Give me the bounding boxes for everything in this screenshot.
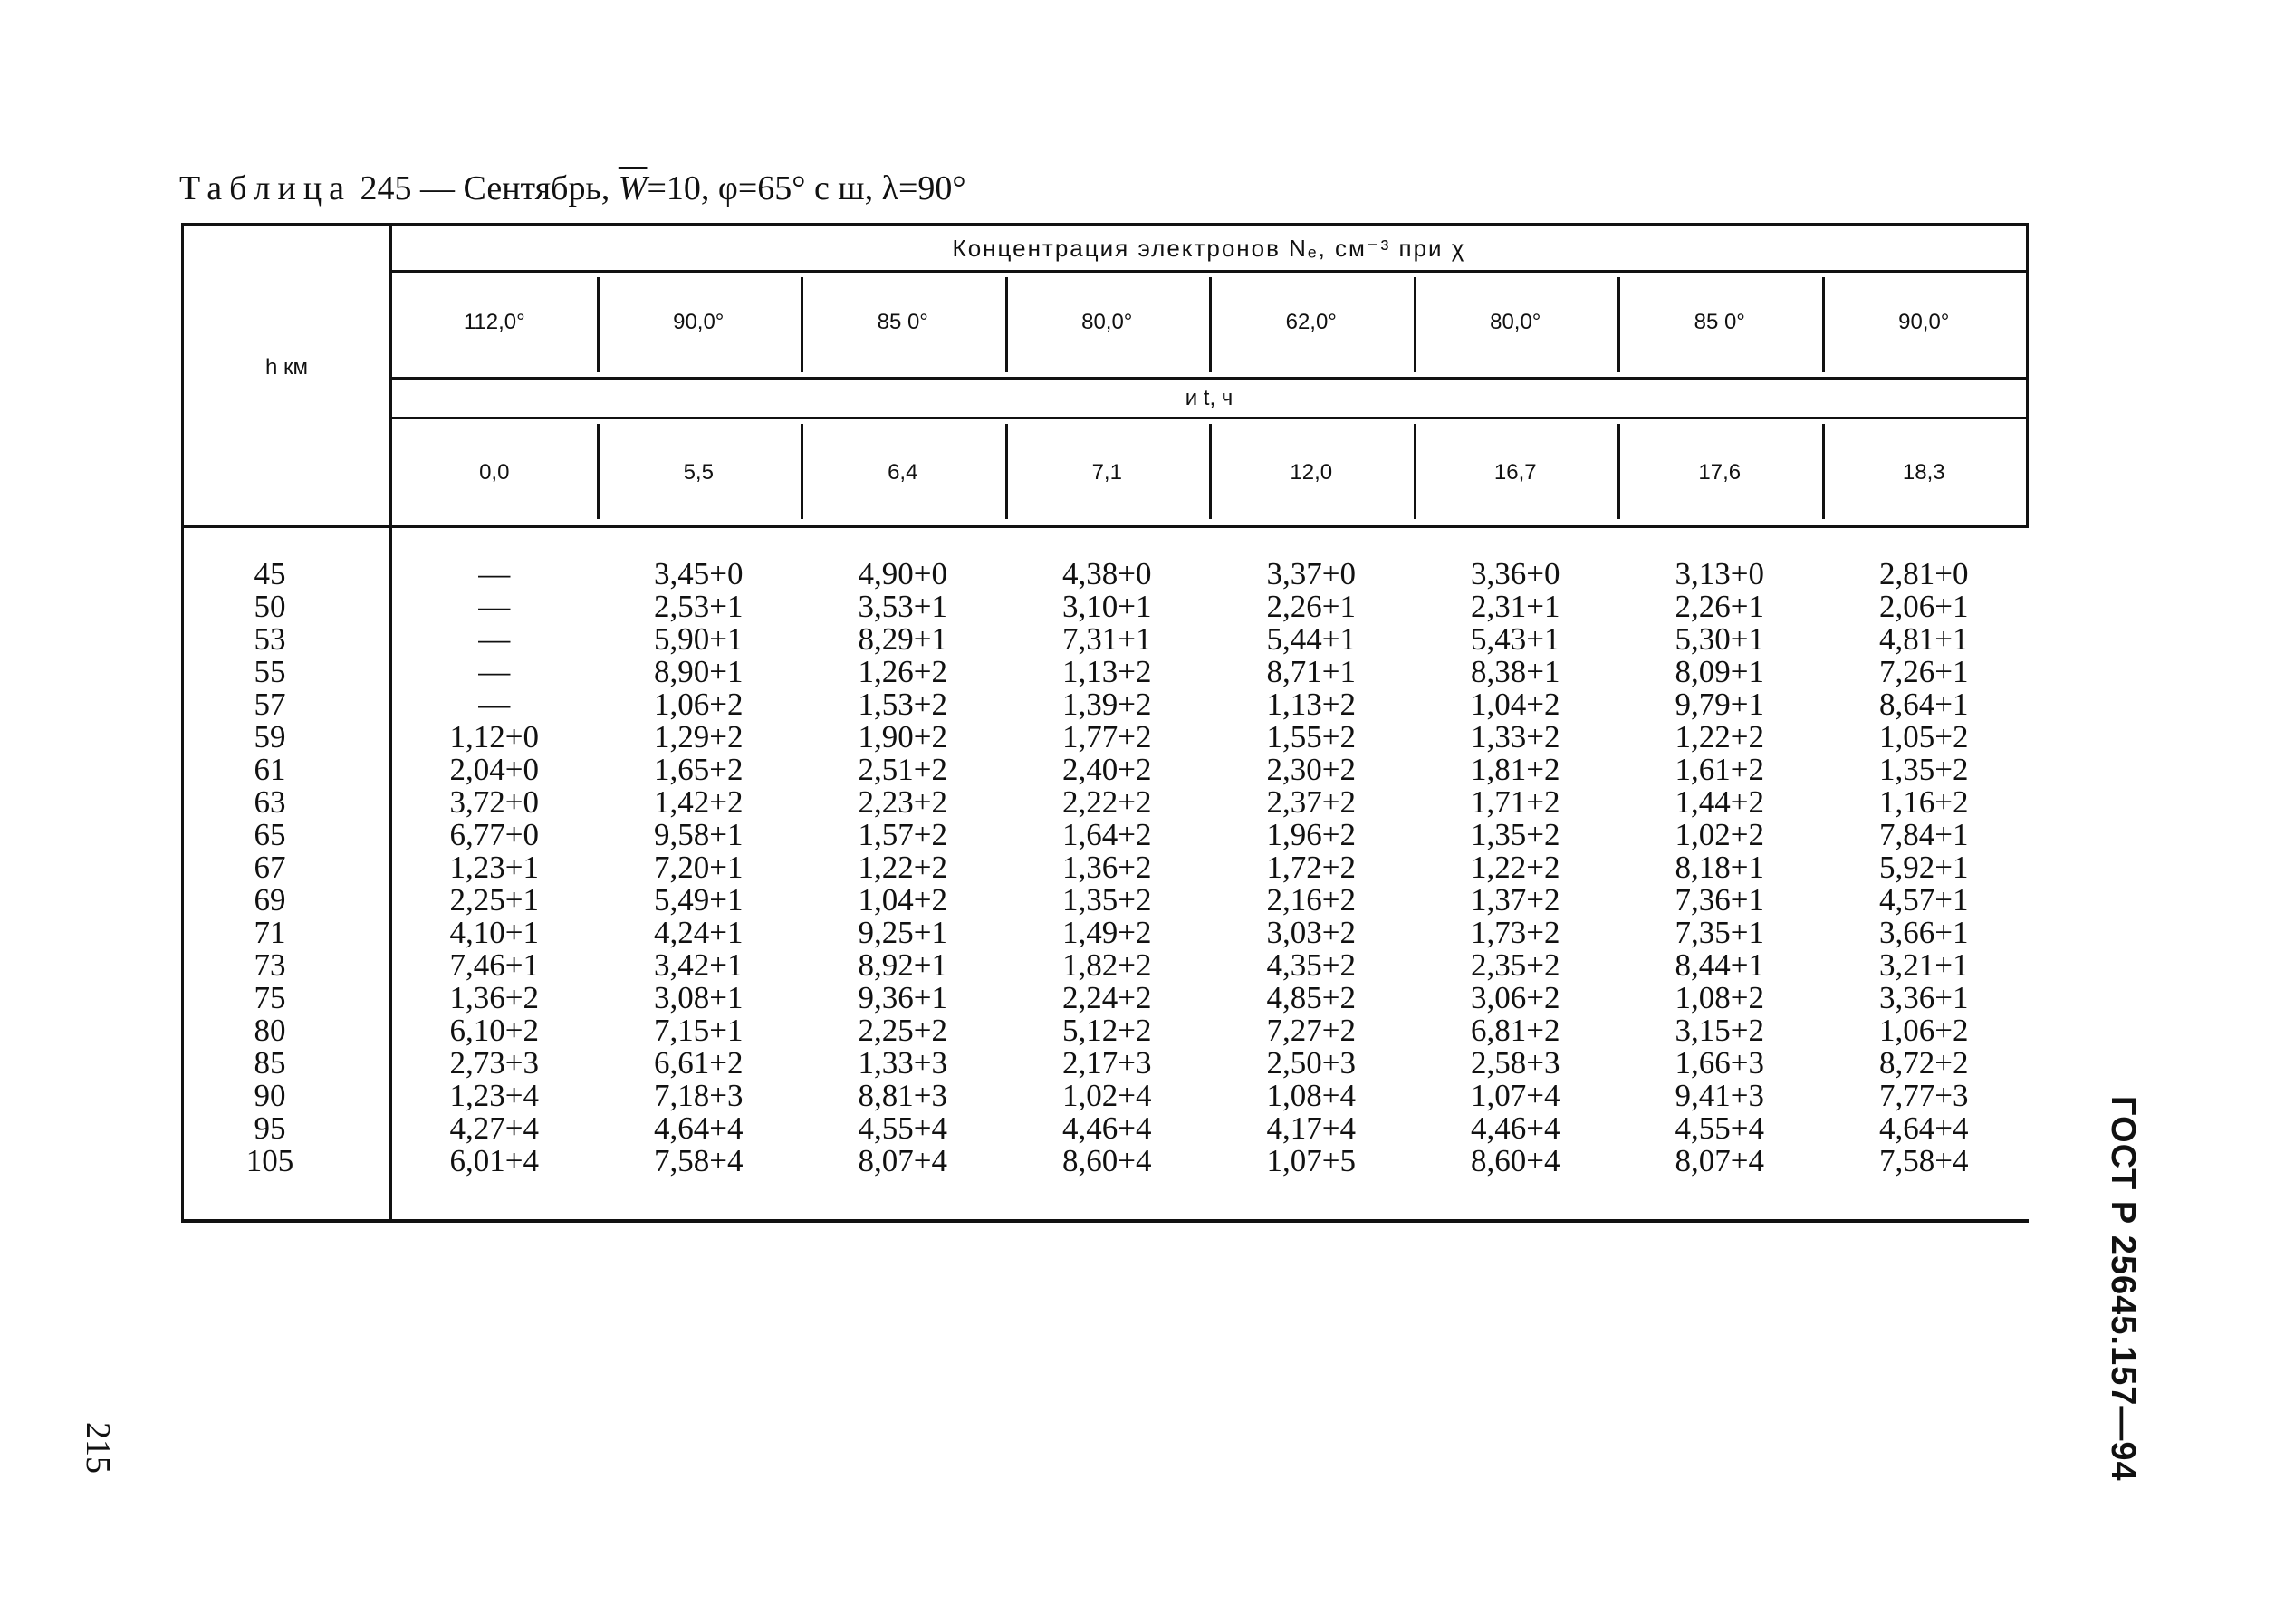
h-km-label: h км bbox=[264, 355, 308, 380]
table-cell: 3,10+1 bbox=[1062, 589, 1152, 624]
chi-header-cell: 90,0° bbox=[1898, 310, 1950, 334]
table-cell: 2,04+0 bbox=[449, 752, 539, 787]
table-cell: 1,90+2 bbox=[858, 719, 947, 754]
table-cell: 3,15+2 bbox=[1675, 1013, 1764, 1048]
chi-header-cell: 85 0° bbox=[877, 310, 928, 334]
t-column-separator bbox=[1617, 424, 1620, 519]
table-cell: 9,36+1 bbox=[858, 980, 947, 1015]
table-cell: 8,71+1 bbox=[1266, 654, 1356, 689]
table-cell: 6,77+0 bbox=[449, 817, 539, 852]
table-cell: 1,36+2 bbox=[449, 980, 539, 1015]
table-cell: 8,38+1 bbox=[1471, 654, 1560, 689]
table-cell: 4,81+1 bbox=[1879, 621, 1969, 657]
row-height-km: 71 bbox=[254, 915, 286, 950]
chi-header-cell: 62,0° bbox=[1285, 310, 1337, 334]
table-cell: 1,07+5 bbox=[1266, 1143, 1356, 1178]
row-height-km: 85 bbox=[254, 1045, 286, 1081]
table-cell: 9,25+1 bbox=[858, 915, 947, 950]
table-cell: 1,49+2 bbox=[1062, 915, 1152, 950]
table-cell: 1,42+2 bbox=[654, 784, 744, 820]
caption-rest-pre: 245 — Сентябрь, bbox=[351, 169, 619, 207]
table-cell: 1,05+2 bbox=[1879, 719, 1969, 754]
table-cell: 1,71+2 bbox=[1471, 784, 1560, 820]
t-header-cell: 5,5 bbox=[683, 460, 714, 485]
concentration-rule bbox=[392, 270, 2026, 273]
table-cell: — bbox=[478, 687, 511, 722]
table-cell: 1,61+2 bbox=[1675, 752, 1764, 787]
table-cell: 2,25+1 bbox=[449, 882, 539, 918]
table-cell: 1,64+2 bbox=[1062, 817, 1152, 852]
table-cell: 7,77+3 bbox=[1879, 1078, 1969, 1113]
table-cell: 8,64+1 bbox=[1879, 687, 1969, 722]
table-cell: 2,51+2 bbox=[858, 752, 947, 787]
table-cell: 3,45+0 bbox=[654, 556, 744, 591]
table-cell: 3,36+0 bbox=[1471, 556, 1560, 591]
data-table bbox=[181, 223, 2029, 1219]
table-cell: 4,57+1 bbox=[1879, 882, 1969, 918]
table-cell: 1,08+4 bbox=[1266, 1078, 1356, 1113]
table-cell: 1,22+2 bbox=[858, 850, 947, 885]
page-number: 215 bbox=[79, 1422, 117, 1474]
table-cell: 1,35+2 bbox=[1471, 817, 1560, 852]
table-cell: 3,03+2 bbox=[1266, 915, 1356, 950]
t-column-separator bbox=[1209, 424, 1212, 519]
table-cell: 8,07+4 bbox=[1675, 1143, 1764, 1178]
concentration-label: Концентрация электронов Nₑ, см⁻³ при χ bbox=[952, 235, 1466, 262]
table-cell: 1,02+2 bbox=[1675, 817, 1764, 852]
table-cell: 4,46+4 bbox=[1062, 1110, 1152, 1146]
table-cell: — bbox=[478, 654, 511, 689]
table-cell: 2,40+2 bbox=[1062, 752, 1152, 787]
table-cell: 1,65+2 bbox=[654, 752, 744, 787]
table-cell: 1,82+2 bbox=[1062, 947, 1152, 983]
chi-column-separator bbox=[1209, 277, 1212, 372]
table-cell: 5,30+1 bbox=[1675, 621, 1764, 657]
table-cell: 4,24+1 bbox=[654, 915, 744, 950]
table-cell: 6,61+2 bbox=[654, 1045, 744, 1081]
caption-rest-post: =10, φ=65° с ш, λ=90° bbox=[647, 169, 966, 207]
table-cell: 1,22+2 bbox=[1471, 850, 1560, 885]
chi-column-separator bbox=[1005, 277, 1008, 372]
table-cell: 2,35+2 bbox=[1471, 947, 1560, 983]
table-cell: 2,25+2 bbox=[858, 1013, 947, 1048]
and-t-label: и t, ч bbox=[1185, 386, 1233, 410]
caption-w-symbol: $\overline{W}$ bbox=[618, 169, 648, 207]
row-height-km: 57 bbox=[254, 687, 286, 722]
chi-column-separator bbox=[801, 277, 803, 372]
table-cell: 7,36+1 bbox=[1675, 882, 1764, 918]
table-cell: 2,26+1 bbox=[1675, 589, 1764, 624]
table-cell: 1,26+2 bbox=[858, 654, 947, 689]
table-cell: 1,53+2 bbox=[858, 687, 947, 722]
table-cell: 1,08+2 bbox=[1675, 980, 1764, 1015]
table-cell: 1,66+3 bbox=[1675, 1045, 1764, 1081]
table-cell: 1,04+2 bbox=[858, 882, 947, 918]
table-cell: 1,02+4 bbox=[1062, 1078, 1152, 1113]
table-cell: 7,26+1 bbox=[1879, 654, 1969, 689]
row-height-km: 55 bbox=[254, 654, 286, 689]
table-cell: 8,90+1 bbox=[654, 654, 744, 689]
table-cell: 4,35+2 bbox=[1266, 947, 1356, 983]
table-cell: 1,06+2 bbox=[1879, 1013, 1969, 1048]
table-cell: 1,06+2 bbox=[654, 687, 744, 722]
table-cell: 3,66+1 bbox=[1879, 915, 1969, 950]
t-header-cell: 7,1 bbox=[1091, 460, 1122, 485]
table-cell: 3,06+2 bbox=[1471, 980, 1560, 1015]
table-cell: 1,07+4 bbox=[1471, 1078, 1560, 1113]
table-cell: 8,60+4 bbox=[1471, 1143, 1560, 1178]
table-caption bbox=[179, 168, 966, 208]
table-cell: 6,01+4 bbox=[449, 1143, 539, 1178]
table-cell: 1,44+2 bbox=[1675, 784, 1764, 820]
chi-column-separator bbox=[1822, 277, 1825, 372]
chi-header-cell: 80,0° bbox=[1490, 310, 1541, 334]
t-header-cell: 6,4 bbox=[888, 460, 918, 485]
table-cell: 4,85+2 bbox=[1266, 980, 1356, 1015]
table-cell: 2,26+1 bbox=[1266, 589, 1356, 624]
t-column-separator bbox=[1005, 424, 1008, 519]
table-cell: 1,35+2 bbox=[1879, 752, 1969, 787]
table-cell: 4,90+0 bbox=[858, 556, 947, 591]
table-cell: 7,20+1 bbox=[654, 850, 744, 885]
table-cell: 1,04+2 bbox=[1471, 687, 1560, 722]
chi-bottom-rule bbox=[392, 377, 2026, 380]
table-cell: 1,73+2 bbox=[1471, 915, 1560, 950]
table-cell: 1,33+2 bbox=[1471, 719, 1560, 754]
table-cell: 1,12+0 bbox=[449, 719, 539, 754]
table-cell: 6,10+2 bbox=[449, 1013, 539, 1048]
table-cell: 1,29+2 bbox=[654, 719, 744, 754]
table-cell: 6,81+2 bbox=[1471, 1013, 1560, 1048]
table-cell: 3,53+1 bbox=[858, 589, 947, 624]
table-cell: 3,42+1 bbox=[654, 947, 744, 983]
table-cell: — bbox=[478, 556, 511, 591]
table-cell: 2,24+2 bbox=[1062, 980, 1152, 1015]
table-cell: 9,58+1 bbox=[654, 817, 744, 852]
header-bottom-rule bbox=[181, 525, 2029, 528]
table-cell: 1,81+2 bbox=[1471, 752, 1560, 787]
table-top-rule bbox=[181, 223, 2029, 226]
table-cell: 4,55+4 bbox=[858, 1110, 947, 1146]
table-cell: 8,29+1 bbox=[858, 621, 947, 657]
table-cell: 7,15+1 bbox=[654, 1013, 744, 1048]
table-bottom-rule bbox=[181, 1219, 2029, 1223]
table-cell: 7,18+3 bbox=[654, 1078, 744, 1113]
table-cell: 7,58+4 bbox=[1879, 1143, 1969, 1178]
chi-header-cell: 80,0° bbox=[1081, 310, 1133, 334]
t-header-cell: 12,0 bbox=[1290, 460, 1333, 485]
table-cell: 2,53+1 bbox=[654, 589, 744, 624]
row-height-km: 61 bbox=[254, 752, 286, 787]
t-header-cell: 16,7 bbox=[1493, 460, 1537, 485]
row-height-km: 65 bbox=[254, 817, 286, 852]
row-height-km: 69 bbox=[254, 882, 286, 918]
table-cell: 3,21+1 bbox=[1879, 947, 1969, 983]
row-height-km: 80 bbox=[254, 1013, 286, 1048]
table-cell: 4,46+4 bbox=[1471, 1110, 1560, 1146]
table-cell: 7,35+1 bbox=[1675, 915, 1764, 950]
table-cell: 1,37+2 bbox=[1471, 882, 1560, 918]
table-cell: 5,90+1 bbox=[654, 621, 744, 657]
table-cell: 1,16+2 bbox=[1879, 784, 1969, 820]
row-height-km: 90 bbox=[254, 1078, 286, 1113]
table-cell: 2,23+2 bbox=[858, 784, 947, 820]
table-cell: 2,50+3 bbox=[1266, 1045, 1356, 1081]
table-cell: 1,13+2 bbox=[1266, 687, 1356, 722]
table-cell: 3,72+0 bbox=[449, 784, 539, 820]
table-cell: 3,36+1 bbox=[1879, 980, 1969, 1015]
row-height-km: 50 bbox=[254, 589, 286, 624]
table-cell: 1,96+2 bbox=[1266, 817, 1356, 852]
table-cell: 5,43+1 bbox=[1471, 621, 1560, 657]
table-cell: 8,18+1 bbox=[1675, 850, 1764, 885]
chi-header-cell: 90,0° bbox=[673, 310, 725, 334]
table-cell: 1,77+2 bbox=[1062, 719, 1152, 754]
t-header-cell: 17,6 bbox=[1698, 460, 1742, 485]
table-cell: 8,72+2 bbox=[1879, 1045, 1969, 1081]
table-cell: 3,13+0 bbox=[1675, 556, 1764, 591]
row-height-km: 95 bbox=[254, 1110, 286, 1146]
table-cell: 1,22+2 bbox=[1675, 719, 1764, 754]
standard-designation: ГОСТ Р 25645.157—94 bbox=[2104, 1096, 2142, 1482]
table-cell: 7,46+1 bbox=[449, 947, 539, 983]
table-cell: 2,17+3 bbox=[1062, 1045, 1152, 1081]
table-cell: 2,58+3 bbox=[1471, 1045, 1560, 1081]
table-cell: 5,12+2 bbox=[1062, 1013, 1152, 1048]
chi-header-cell: 112,0° bbox=[463, 310, 525, 334]
table-cell: 2,73+3 bbox=[449, 1045, 539, 1081]
table-cell: 1,23+4 bbox=[449, 1078, 539, 1113]
t-column-separator bbox=[597, 424, 600, 519]
table-cell: 3,08+1 bbox=[654, 980, 744, 1015]
t-label-bottom-rule bbox=[392, 417, 2026, 419]
table-cell: 2,06+1 bbox=[1879, 589, 1969, 624]
table-cell: 2,37+2 bbox=[1266, 784, 1356, 820]
table-cell: 3,37+0 bbox=[1266, 556, 1356, 591]
table-cell: 2,30+2 bbox=[1266, 752, 1356, 787]
table-cell: 8,44+1 bbox=[1675, 947, 1764, 983]
table-cell: 4,27+4 bbox=[449, 1110, 539, 1146]
t-header-cell: 18,3 bbox=[1902, 460, 1945, 485]
t-column-separator bbox=[801, 424, 803, 519]
chi-column-separator bbox=[597, 277, 600, 372]
t-column-separator bbox=[1414, 424, 1416, 519]
table-cell: 7,84+1 bbox=[1879, 817, 1969, 852]
row-height-km: 45 bbox=[254, 556, 286, 591]
t-header-cell: 0,0 bbox=[479, 460, 510, 485]
table-cell: 1,35+2 bbox=[1062, 882, 1152, 918]
table-cell: 9,41+3 bbox=[1675, 1078, 1764, 1113]
table-right-border bbox=[2026, 226, 2029, 525]
table-cell: 7,27+2 bbox=[1266, 1013, 1356, 1048]
table-cell: 2,81+0 bbox=[1879, 556, 1969, 591]
table-cell: 1,36+2 bbox=[1062, 850, 1152, 885]
table-cell: 1,39+2 bbox=[1062, 687, 1152, 722]
table-cell: 1,23+1 bbox=[449, 850, 539, 885]
row-height-km: 59 bbox=[254, 719, 286, 754]
chi-column-separator bbox=[1414, 277, 1416, 372]
table-cell: 8,60+4 bbox=[1062, 1143, 1152, 1178]
table-cell: 2,22+2 bbox=[1062, 784, 1152, 820]
table-cell: 4,10+1 bbox=[449, 915, 539, 950]
table-cell: 8,09+1 bbox=[1675, 654, 1764, 689]
table-cell: 1,33+3 bbox=[858, 1045, 947, 1081]
chi-header-cell: 85 0° bbox=[1694, 310, 1745, 334]
table-cell: 1,72+2 bbox=[1266, 850, 1356, 885]
table-cell: 8,07+4 bbox=[858, 1143, 947, 1178]
table-cell: 8,92+1 bbox=[858, 947, 947, 983]
table-cell: 7,31+1 bbox=[1062, 621, 1152, 657]
t-column-separator bbox=[1822, 424, 1825, 519]
row-height-km: 105 bbox=[245, 1143, 294, 1178]
table-cell: — bbox=[478, 621, 511, 657]
table-cell: 4,64+4 bbox=[654, 1110, 744, 1146]
row-height-km: 63 bbox=[254, 784, 286, 820]
caption-prefix: Таблица bbox=[179, 169, 352, 207]
table-cell: 4,64+4 bbox=[1879, 1110, 1969, 1146]
row-height-km: 73 bbox=[254, 947, 286, 983]
table-cell: 9,79+1 bbox=[1675, 687, 1764, 722]
table-cell: 1,13+2 bbox=[1062, 654, 1152, 689]
row-height-km: 53 bbox=[254, 621, 286, 657]
table-cell: 1,57+2 bbox=[858, 817, 947, 852]
table-cell: 4,38+0 bbox=[1062, 556, 1152, 591]
table-cell: 5,44+1 bbox=[1266, 621, 1356, 657]
chi-column-separator bbox=[1617, 277, 1620, 372]
row-height-km: 67 bbox=[254, 850, 286, 885]
table-cell: 2,31+1 bbox=[1471, 589, 1560, 624]
table-cell: 5,92+1 bbox=[1879, 850, 1969, 885]
table-cell: 1,55+2 bbox=[1266, 719, 1356, 754]
table-cell: 8,81+3 bbox=[858, 1078, 947, 1113]
table-cell: — bbox=[478, 589, 511, 624]
table-cell: 4,17+4 bbox=[1266, 1110, 1356, 1146]
table-cell: 5,49+1 bbox=[654, 882, 744, 918]
table-cell: 2,16+2 bbox=[1266, 882, 1356, 918]
table-cell: 7,58+4 bbox=[654, 1143, 744, 1178]
row-height-km: 75 bbox=[254, 980, 286, 1015]
table-cell: 4,55+4 bbox=[1675, 1110, 1764, 1146]
